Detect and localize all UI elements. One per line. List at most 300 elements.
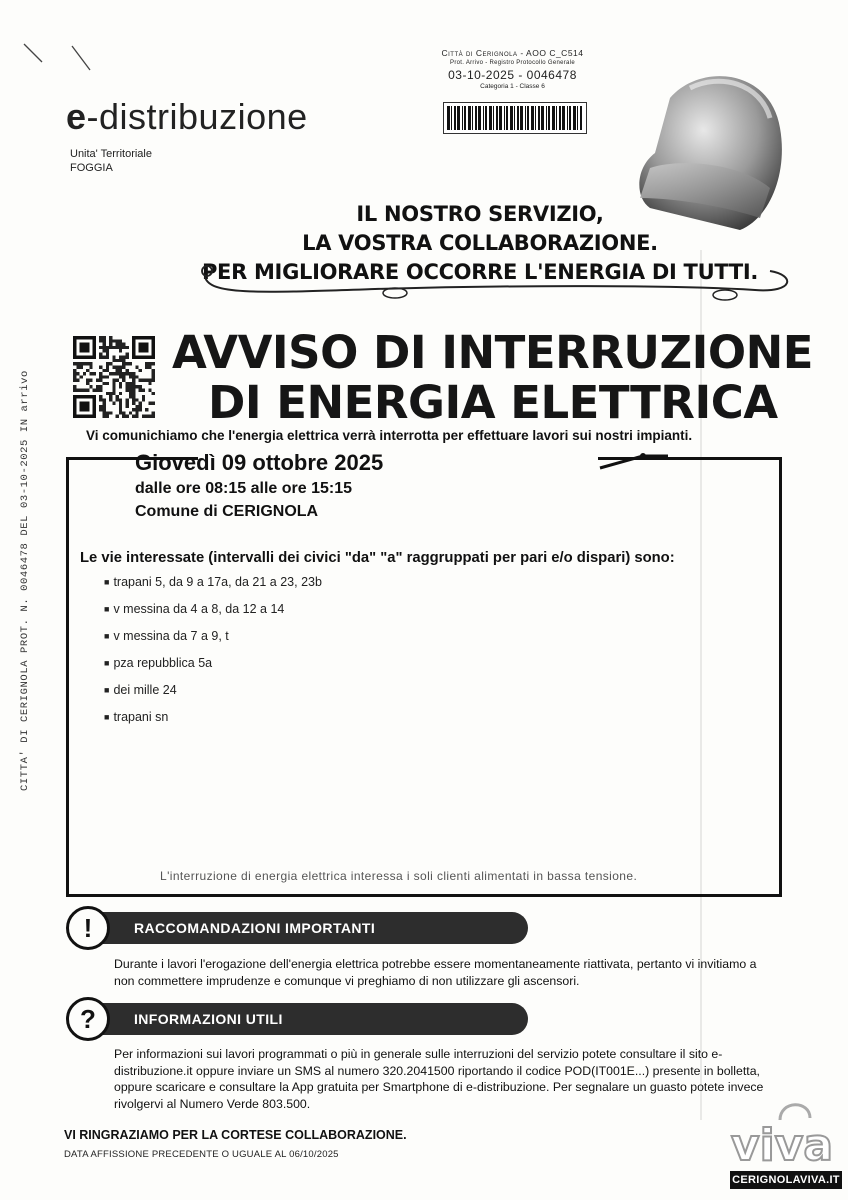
barcode-bar — [510, 106, 513, 130]
qr-finder-module — [83, 356, 86, 359]
qr-finder-module — [73, 395, 76, 398]
qr-module — [109, 362, 112, 365]
qr-module — [99, 356, 102, 359]
barcode-bar — [535, 106, 536, 130]
qr-module — [109, 336, 112, 339]
qr-finder-module — [132, 339, 135, 342]
notice-title — [172, 328, 822, 428]
barcode-bar — [580, 106, 582, 130]
qr-module — [109, 346, 112, 349]
qr-module — [139, 402, 142, 405]
qr-module — [99, 375, 102, 378]
bullet-icon: ■ — [104, 712, 110, 722]
qr-module — [132, 379, 135, 382]
slogan-line-2: LA VOSTRA COLLABORAZIONE. — [302, 231, 658, 255]
qr-module — [122, 346, 125, 349]
list-item — [104, 683, 322, 710]
qr-module — [106, 352, 109, 355]
qr-module — [76, 372, 79, 375]
barcode-bar — [493, 106, 494, 130]
qr-finder-module — [76, 395, 79, 398]
qr-module — [132, 395, 135, 398]
qr-module — [125, 352, 128, 355]
qr-module — [116, 359, 119, 362]
barcode-bar — [475, 106, 477, 130]
qr-module — [80, 366, 83, 369]
qr-module — [109, 398, 112, 401]
logo-wordmark: -distribuzione — [86, 96, 308, 137]
qr-module — [145, 362, 148, 365]
qr-finder-module — [152, 343, 155, 346]
qr-module — [106, 392, 109, 395]
qr-module — [129, 392, 132, 395]
street-entry: v messina da 7 a 9, t — [113, 629, 229, 643]
qr-finder-module — [73, 402, 76, 405]
qr-module — [125, 356, 128, 359]
qr-finder-module — [80, 402, 83, 405]
list-item — [104, 629, 322, 656]
streets-heading: Le vie interessate (intervalli dei civici "da" "a" raggruppati per pari e/o dispari) sono: — [80, 550, 675, 566]
qr-module — [109, 343, 112, 346]
streets-list — [104, 575, 322, 737]
qr-module — [116, 372, 119, 375]
qr-module — [125, 346, 128, 349]
scan-scratch-marks — [20, 40, 100, 80]
side-protocol-stamp: CITTA' DI CERIGNOLA PROT. N. 0046478 DEL 03-10-2025 IN arrivo — [19, 370, 31, 791]
qr-module — [106, 411, 109, 414]
qr-module — [142, 398, 145, 401]
qr-module — [119, 349, 122, 352]
qr-module — [125, 405, 128, 408]
qr-module — [103, 405, 106, 408]
qr-finder-module — [148, 336, 151, 339]
qr-module — [122, 411, 125, 414]
qr-module — [125, 388, 128, 391]
info-title: INFORMAZIONI UTILI — [134, 1011, 283, 1027]
qr-module — [139, 408, 142, 411]
qr-finder-module — [93, 395, 96, 398]
barcode-bar — [478, 106, 481, 130]
title-line-2: DI ENERGIA ELETTRICA — [208, 376, 778, 429]
qr-module — [122, 359, 125, 362]
qr-finder-module — [73, 352, 76, 355]
qr-module — [119, 366, 122, 369]
qr-module — [152, 362, 155, 365]
qr-finder-module — [93, 405, 96, 408]
bullet-icon: ■ — [104, 685, 110, 695]
qr-module — [152, 411, 155, 414]
qr-module — [148, 415, 151, 418]
qr-finder-module — [80, 349, 83, 352]
qr-finder-module — [139, 343, 142, 346]
qr-module — [119, 343, 122, 346]
qr-module — [103, 398, 106, 401]
qr-module — [135, 366, 138, 369]
qr-code — [73, 336, 155, 418]
qr-finder-module — [89, 415, 92, 418]
thanks-line: VI RINGRAZIAMO PER LA CORTESE COLLABORAZIONE. — [64, 1128, 407, 1142]
barcode-bar — [567, 106, 568, 130]
qr-finder-module — [132, 356, 135, 359]
qr-module — [145, 379, 148, 382]
outage-hours: dalle ore 08:15 alle ore 15:15 — [135, 480, 353, 497]
qr-module — [132, 375, 135, 378]
qr-module — [99, 366, 102, 369]
barcode-bar — [517, 106, 519, 130]
qr-module — [99, 352, 102, 355]
qr-finder-module — [73, 411, 76, 414]
qr-finder-module — [86, 343, 89, 346]
qr-finder-module — [152, 336, 155, 339]
qr-module — [86, 382, 89, 385]
qr-module — [122, 379, 125, 382]
qr-module — [99, 398, 102, 401]
qr-finder-module — [83, 405, 86, 408]
qr-module — [135, 375, 138, 378]
qr-finder-module — [139, 349, 142, 352]
qr-finder-module — [86, 336, 89, 339]
protocol-stamp — [420, 48, 605, 90]
protocol-register: Prot. Arrivo - Registro Protocollo Generale — [450, 60, 575, 66]
qr-module — [73, 369, 76, 372]
barcode-bar — [569, 106, 571, 130]
posting-date: DATA AFFISSIONE PRECEDENTE O UGUALE AL 06/10/2025 — [64, 1149, 339, 1160]
qr-module — [109, 392, 112, 395]
qr-module — [135, 408, 138, 411]
qr-finder-module — [73, 346, 76, 349]
pen-stroke-decoration — [598, 448, 668, 473]
barcode-bar — [457, 106, 460, 130]
outage-date: Giovedì 09 ottobre 2025 — [135, 450, 384, 475]
qr-module — [103, 369, 106, 372]
qr-finder-module — [73, 343, 76, 346]
qr-module — [89, 372, 92, 375]
qr-module — [83, 372, 86, 375]
list-item — [104, 656, 322, 683]
qr-module — [132, 388, 135, 391]
barcode-bar — [483, 106, 484, 130]
qr-module — [112, 382, 115, 385]
qr-finder-module — [139, 336, 142, 339]
qr-module — [106, 362, 109, 365]
qr-finder-module — [142, 336, 145, 339]
qr-module — [119, 375, 122, 378]
barcode-bar — [454, 106, 456, 130]
qr-module — [145, 415, 148, 418]
qr-module — [112, 346, 115, 349]
street-entry: trapani 5, da 9 a 17a, da 21 a 23, 23b — [113, 575, 322, 589]
barcode-bar — [552, 106, 555, 130]
qr-finder-module — [145, 349, 148, 352]
qr-finder-module — [83, 395, 86, 398]
qr-module — [125, 385, 128, 388]
qr-module — [139, 388, 142, 391]
qr-module — [112, 366, 115, 369]
qr-module — [106, 369, 109, 372]
qr-finder-module — [80, 336, 83, 339]
qr-module — [129, 375, 132, 378]
qr-module — [125, 398, 128, 401]
qr-module — [93, 388, 96, 391]
qr-module — [103, 411, 106, 414]
qr-module — [103, 343, 106, 346]
barcode-bar — [447, 106, 450, 130]
qr-module — [152, 379, 155, 382]
qr-finder-module — [145, 343, 148, 346]
qr-module — [148, 382, 151, 385]
logo-e-mark: e — [66, 96, 87, 137]
qr-module — [152, 372, 155, 375]
qr-finder-module — [132, 336, 135, 339]
qr-module — [116, 395, 119, 398]
qr-module — [106, 366, 109, 369]
qr-finder-module — [152, 349, 155, 352]
barcode-bar — [506, 106, 508, 130]
qr-module — [119, 411, 122, 414]
street-entry: pza repubblica 5a — [113, 656, 213, 670]
qr-module — [119, 382, 122, 385]
info-banner — [96, 1003, 528, 1035]
qr-module — [119, 369, 122, 372]
barcode-bar — [504, 106, 505, 130]
qr-module — [125, 402, 128, 405]
qr-module — [112, 388, 115, 391]
barcode-bar — [514, 106, 515, 130]
qr-module — [116, 343, 119, 346]
qr-module — [112, 385, 115, 388]
qr-finder-module — [73, 415, 76, 418]
qr-module — [139, 379, 142, 382]
qr-module — [80, 388, 83, 391]
qr-module — [109, 372, 112, 375]
qr-module — [99, 339, 102, 342]
qr-finder-module — [139, 346, 142, 349]
slogan-line-3: PER MIGLIORARE OCCORRE L'ENERGIA DI TUTTI. — [201, 260, 759, 284]
qr-finder-module — [80, 408, 83, 411]
qr-module — [135, 398, 138, 401]
qr-finder-module — [86, 349, 89, 352]
qr-module — [112, 339, 115, 342]
barcode-bar — [527, 106, 529, 130]
qr-module — [73, 379, 76, 382]
barcode-bar — [556, 106, 557, 130]
qr-finder-module — [132, 346, 135, 349]
qr-module — [99, 372, 102, 375]
qr-module — [99, 408, 102, 411]
qr-finder-module — [132, 352, 135, 355]
qr-module — [145, 366, 148, 369]
barcode-bar — [531, 106, 534, 130]
qr-finder-module — [93, 346, 96, 349]
exclamation-icon: ! — [66, 906, 110, 950]
qr-module — [122, 356, 125, 359]
qr-module — [129, 382, 132, 385]
qr-module — [122, 366, 125, 369]
qr-finder-module — [93, 349, 96, 352]
qr-finder-module — [83, 343, 86, 346]
list-item — [104, 575, 322, 602]
qr-module — [119, 385, 122, 388]
qr-finder-module — [76, 356, 79, 359]
qr-module — [112, 356, 115, 359]
recommendations-banner — [96, 912, 528, 944]
qr-finder-module — [93, 343, 96, 346]
qr-module — [119, 398, 122, 401]
qr-module — [132, 398, 135, 401]
barcode-bar — [451, 106, 452, 130]
qr-finder-module — [145, 336, 148, 339]
qr-finder-module — [152, 352, 155, 355]
qr-module — [99, 395, 102, 398]
qr-finder-module — [145, 356, 148, 359]
outage-municipality: Comune di CERIGNOLA — [135, 503, 319, 520]
viva-logo-text: viva — [730, 1120, 834, 1170]
qr-finder-module — [142, 346, 145, 349]
unit-label: Unita' Territoriale — [70, 148, 152, 160]
barcode-bar — [468, 106, 471, 130]
qr-module — [106, 415, 109, 418]
qr-finder-module — [73, 349, 76, 352]
qr-module — [99, 379, 102, 382]
qr-module — [89, 362, 92, 365]
qr-finder-module — [135, 356, 138, 359]
qr-module — [96, 385, 99, 388]
qr-module — [122, 372, 125, 375]
power-cable-decoration — [195, 255, 805, 315]
barcode-bar — [462, 106, 463, 130]
qr-module — [89, 366, 92, 369]
qr-finder-module — [83, 408, 86, 411]
qr-module — [99, 388, 102, 391]
qr-finder-module — [89, 336, 92, 339]
qr-module — [122, 375, 125, 378]
qr-finder-module — [83, 349, 86, 352]
qr-finder-module — [89, 395, 92, 398]
qr-module — [119, 402, 122, 405]
street-entry: trapani sn — [113, 710, 169, 724]
qr-finder-module — [142, 356, 145, 359]
qr-finder-module — [73, 336, 76, 339]
qr-module — [116, 339, 119, 342]
qr-module — [103, 402, 106, 405]
qr-module — [83, 362, 86, 365]
qr-module — [116, 415, 119, 418]
qr-module — [119, 356, 122, 359]
qr-module — [125, 415, 128, 418]
qr-module — [106, 349, 109, 352]
list-item — [104, 710, 322, 737]
qr-finder-module — [93, 408, 96, 411]
qr-module — [148, 388, 151, 391]
qr-module — [103, 336, 106, 339]
qr-module — [103, 346, 106, 349]
qr-module — [106, 375, 109, 378]
qr-module — [148, 362, 151, 365]
qr-finder-module — [73, 398, 76, 401]
qr-module — [125, 382, 128, 385]
qr-finder-module — [135, 336, 138, 339]
qr-finder-module — [89, 356, 92, 359]
qr-module — [99, 385, 102, 388]
qr-module — [122, 415, 125, 418]
qr-module — [129, 395, 132, 398]
qr-module — [125, 372, 128, 375]
qr-module — [132, 415, 135, 418]
qr-module — [116, 398, 119, 401]
qr-module — [148, 379, 151, 382]
qr-finder-module — [80, 415, 83, 418]
qr-module — [125, 362, 128, 365]
barcode-bar — [548, 106, 550, 130]
qr-module — [76, 388, 79, 391]
qr-module — [106, 356, 109, 359]
qr-module — [106, 346, 109, 349]
qr-module — [139, 385, 142, 388]
qr-finder-module — [73, 356, 76, 359]
qr-module — [129, 411, 132, 414]
barcode-bar — [546, 106, 547, 130]
qr-finder-module — [152, 339, 155, 342]
qr-finder-module — [80, 343, 83, 346]
qr-module — [152, 402, 155, 405]
qr-module — [135, 385, 138, 388]
qr-finder-module — [93, 402, 96, 405]
qr-finder-module — [132, 349, 135, 352]
qr-finder-module — [86, 415, 89, 418]
qr-module — [129, 388, 132, 391]
qr-finder-module — [86, 405, 89, 408]
qr-module — [80, 375, 83, 378]
qr-module — [132, 392, 135, 395]
title-line-1: AVVISO DI INTERRUZIONE — [172, 326, 813, 379]
qr-module — [148, 366, 151, 369]
qr-finder-module — [93, 398, 96, 401]
qr-module — [73, 385, 76, 388]
qr-module — [112, 392, 115, 395]
qr-module — [119, 408, 122, 411]
qr-finder-module — [86, 402, 89, 405]
qr-module — [109, 411, 112, 414]
qr-module — [96, 388, 99, 391]
qr-finder-module — [83, 346, 86, 349]
protocol-office: Città di Cerignola - AOO C_C514 — [441, 48, 584, 58]
qr-finder-module — [142, 349, 145, 352]
qr-module — [135, 411, 138, 414]
qr-module — [86, 379, 89, 382]
recommendations-title: RACCOMANDAZIONI IMPORTANTI — [134, 920, 376, 936]
qr-module — [86, 369, 89, 372]
qr-module — [135, 415, 138, 418]
barcode-bar — [562, 106, 565, 130]
qr-module — [119, 346, 122, 349]
qr-module — [132, 408, 135, 411]
qr-module — [99, 405, 102, 408]
qr-module — [129, 362, 132, 365]
qr-module — [116, 346, 119, 349]
barcode-bar — [485, 106, 487, 130]
barcode-bar — [573, 106, 576, 130]
qr-finder-module — [73, 408, 76, 411]
qr-finder-module — [73, 339, 76, 342]
qr-module — [86, 362, 89, 365]
qr-finder-module — [142, 343, 145, 346]
qr-finder-module — [73, 405, 76, 408]
qr-finder-module — [93, 356, 96, 359]
qr-module — [103, 375, 106, 378]
qr-module — [132, 372, 135, 375]
info-text: Per informazioni sui lavori programmati o più in generale sulle interruzioni del servizio potete consultare il sito e-distribuzione.it oppure inviare un SMS al numero 320.2041500 riportando il codice POD(IT001E...) presente in bolletta, oppure scaricare e consultare la App gratuita per Smartphone di e-distribuzione. Per segnalare un guasto potete invece rivolgervi al Numero Verde 803.500. — [114, 1047, 764, 1111]
territorial-unit — [70, 147, 152, 175]
